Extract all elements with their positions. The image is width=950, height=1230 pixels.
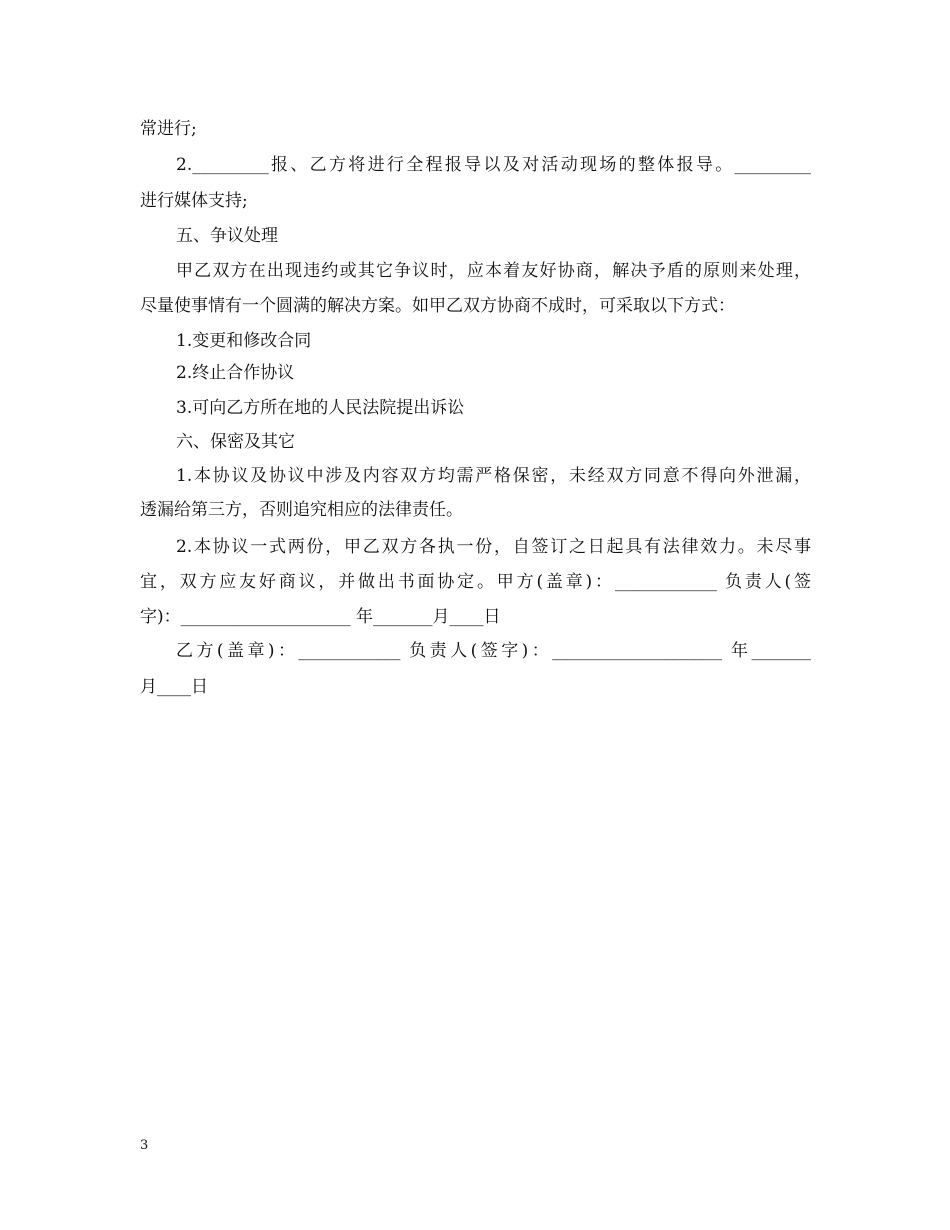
list-item-change-contract: 1.变更和修改合同 [176,331,312,351]
text-line-11: 1.本协议及协议中涉及内容双方均需严格保密，未经双方同意不得向外泄漏， [176,466,811,486]
text-line-6: 尽量使事情有一个圆满的解决方案。如甲乙双方协商不成时，可采取以下方式： [140,296,735,316]
page-number: 3 [140,1138,149,1153]
text-line-17: 月____日 [140,677,208,697]
list-item-terminate-agreement: 2.终止合作协议 [176,363,295,383]
text-line-13: 2.本协议一式两份，甲乙双方各执一份，自签订之日起具有法律效力。未尽事 [176,537,811,557]
text-line-15: 字)：____________________ 年_______月____日 [140,607,501,627]
section-heading-dispute: 五、争议处理 [176,226,278,246]
section-heading-confidentiality: 六、保密及其它 [176,432,295,452]
list-item-lawsuit: 3.可向乙方所在地的人民法院提出诉讼 [176,398,465,418]
text-line-16: 乙方(盖章)：____________ 负责人(签字)：____________________ 年_______ [176,641,811,661]
text-line-2: 2._________报、乙方将进行全程报导以及对活动现场的整体报导。_________ [176,155,811,175]
text-line-14: 宜，双方应友好商议，并做出书面协定。甲方(盖章)：____________ 负责人(签 [140,572,811,592]
text-line-5: 甲乙双方在出现违约或其它争议时，应本着友好协商，解决予盾的原则来处理， [176,261,811,281]
text-line-1: 常进行; [140,119,197,139]
text-line-3: 进行媒体支持; [140,191,248,211]
text-line-12: 透漏给第三方，否则追究相应的法律责任。 [140,500,463,520]
